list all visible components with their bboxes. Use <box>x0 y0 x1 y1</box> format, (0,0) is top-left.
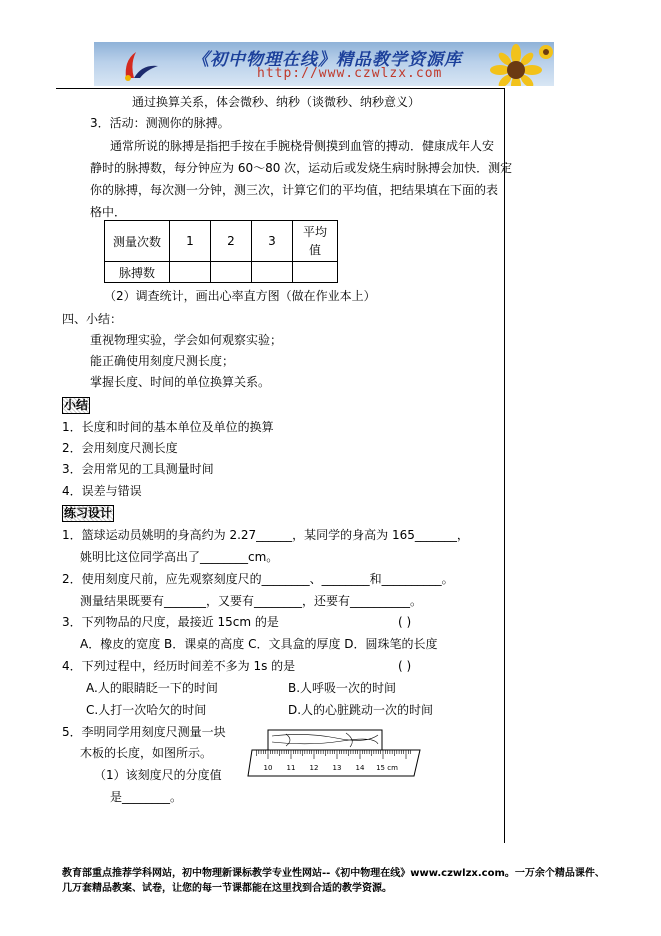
site-logo-icon <box>120 48 160 82</box>
table-row <box>105 221 338 262</box>
average-label-1: 平均 <box>302 225 327 239</box>
summary-item: 重视物理实验，学会如何观察实验； <box>90 333 283 347</box>
table-row <box>105 262 338 283</box>
table-cell: 2 <box>211 221 252 262</box>
question-3-answer-slot[interactable]: ( ) <box>398 615 412 629</box>
xiaojie-item: 3．会用常见的工具测量时间 <box>62 462 214 476</box>
activity-paragraph-4: 格中． <box>90 205 127 219</box>
table-cell[interactable] <box>293 262 338 283</box>
intro-line: 通过换算关系，体会微秒、纳秒（谈微秒、纳秒意义） <box>132 95 421 109</box>
ruler-label: 13 <box>332 764 342 772</box>
question-2b: 测量结果既要有_______，又要有________，还要有__________。 <box>80 594 423 608</box>
summary-title: 四、小结： <box>62 312 123 326</box>
table-cell[interactable] <box>252 262 293 283</box>
ruler-label: 15 cm <box>376 764 398 772</box>
table-cell[interactable] <box>170 262 211 283</box>
ruler-label: 11 <box>286 764 296 772</box>
pulse-table <box>104 220 338 283</box>
exercise-heading: 练习设计 <box>64 506 113 520</box>
page-footer <box>62 866 622 896</box>
ruler-label: 10 <box>263 764 273 772</box>
sunflower-icon <box>476 44 554 86</box>
question-4-answer-slot[interactable]: ( ) <box>398 659 412 673</box>
question-4-option-a: A.人的眼睛眨一下的时间 <box>86 681 218 695</box>
question-3: 3．下列物品的尺度，最接近 15cm 的是 <box>62 615 279 629</box>
table-cell: 脉搏数 <box>105 262 170 283</box>
question-5b: 木板的长度，如图所示。 <box>80 746 213 760</box>
question-1a: 1．篮球运动员姚明的身高约为 2.27______，某同学的身高为 165_______， <box>62 528 469 542</box>
table-cell: 测量次数 <box>105 221 170 262</box>
question-2a: 2．使用刻度尺前，应先观察刻度尺的________、________和__________。 <box>62 572 454 586</box>
ruler-label: 14 <box>355 764 365 772</box>
xiaojie-item: 2．会用刻度尺测长度 <box>62 441 178 455</box>
question-3-options: A．橡皮的宽度 B．课桌的高度 C．文具盒的厚度 D．圆珠笔的长度 <box>80 637 438 651</box>
question-5a: 5．李明同学用刻度尺测量一块 <box>62 725 226 739</box>
banner-url[interactable]: http://www.czwlzx.com <box>257 66 443 81</box>
summary-item: 能正确使用刻度尺测长度； <box>90 354 235 368</box>
header-rule <box>56 88 504 89</box>
average-label-2: 值 <box>308 243 321 257</box>
activity-paragraph-1: 通常所说的脉搏是指把手按在手腕桡骨侧摸到血管的搏动．健康成年人安 <box>110 139 495 153</box>
ruler-figure <box>246 726 426 786</box>
question-4-option-b: B.人呼吸一次的时间 <box>288 681 397 695</box>
question-5c: （1）该刻度尺的分度值 <box>94 768 222 782</box>
header-banner <box>94 42 554 86</box>
ruler-label: 12 <box>309 764 319 772</box>
banner-title: 《初中物理在线》精品教学资源库 <box>192 50 462 70</box>
table-cell: 3 <box>252 221 293 262</box>
table-cell <box>293 221 338 262</box>
question-4: 4．下列过程中，经历时间差不多为 1s 的是 <box>62 659 296 673</box>
question-4-option-c: C.人打一次哈欠的时间 <box>86 703 207 717</box>
table-cell: 1 <box>170 221 211 262</box>
question-4-option-d: D.人的心脏跳动一次的时间 <box>288 703 434 717</box>
summary-item: 掌握长度、时间的单位换算关系。 <box>90 375 271 389</box>
activity-paragraph-3: 你的脉搏，每次测一分钟，测三次，计算它们的平均值，把结果填在下面的表 <box>90 183 499 197</box>
margin-rule <box>504 88 505 843</box>
activity-paragraph-2: 静时的脉搏数，每分钟应为 60～80 次，运动后或发烧生病时脉搏会加快．测定 <box>90 161 513 175</box>
survey-line: （2）调查统计，画出心率直方图（做在作业本上） <box>104 289 376 303</box>
question-5d: 是________。 <box>110 790 183 804</box>
activity-title: 3．活动：测测你的脉搏。 <box>90 116 230 130</box>
footer-line-1: 教育部重点推荐学科网站，初中物理新课标教学专业性网站--《初中物理在线》www.czwlzx.com。一万余个精品课件、 <box>62 868 605 879</box>
xiaojie-item: 1．长度和时间的基本单位及单位的换算 <box>62 420 274 434</box>
question-1b: 姚明比这位同学高出了________cm。 <box>80 550 279 564</box>
table-cell[interactable] <box>211 262 252 283</box>
xiaojie-heading: 小结 <box>64 398 89 412</box>
xiaojie-item: 4．误差与错误 <box>62 484 142 498</box>
footer-line-2: 几万套精品教案、试卷，让您的每一节课都能在这里找到合适的教学资源。 <box>62 883 392 894</box>
